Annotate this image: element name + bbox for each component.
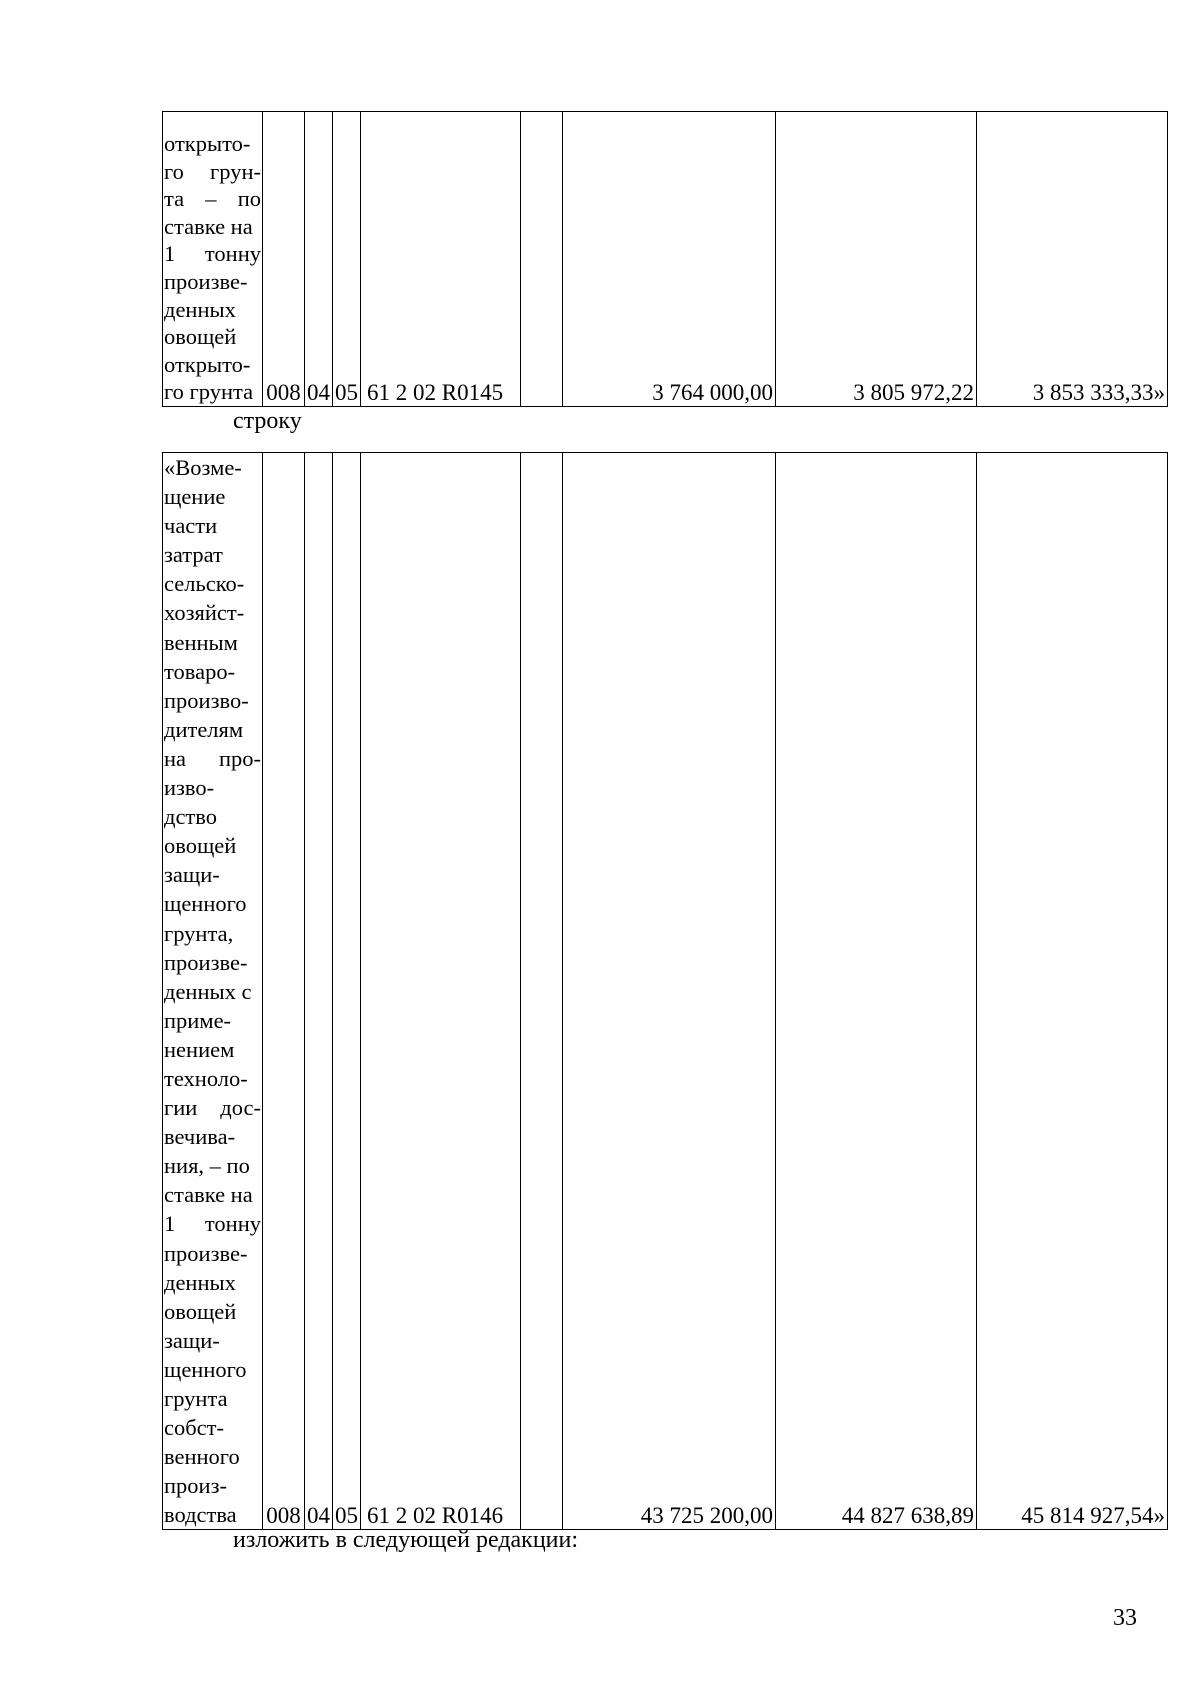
description-line: произ-	[164, 1473, 227, 1499]
table-row	[163, 453, 1168, 1530]
description-line: нением	[164, 1036, 235, 1062]
table-row	[163, 112, 1168, 407]
ministry-code: 008	[263, 112, 305, 407]
target-article-code: 61 2 02 R0146	[361, 453, 521, 1530]
target-article-code: 61 2 02 R0145	[361, 112, 521, 407]
description-line: сельско-	[164, 571, 245, 597]
amount-year-2: 44 827 638,89	[776, 453, 977, 1530]
description-line: ния, – по	[164, 1153, 250, 1179]
budget-table-2	[162, 452, 1168, 1530]
description-line: денных с	[164, 978, 252, 1004]
description-line: ставке на	[164, 213, 253, 239]
description-line: защи-	[164, 862, 220, 888]
description-line: овощей	[164, 833, 237, 859]
description-line: произве-	[164, 1240, 248, 1266]
description-line: произво-	[164, 687, 249, 713]
description-line: 1 тонну	[164, 1211, 261, 1237]
description-line: 1 тонну	[164, 241, 261, 267]
description-line: го грунта	[164, 379, 254, 405]
row-description	[163, 453, 263, 1530]
amount-year-2: 3 805 972,22	[776, 112, 977, 407]
description-line: приме-	[164, 1007, 232, 1033]
description-line: щение	[164, 484, 226, 510]
section-code: 04	[305, 453, 333, 1530]
amount-year-1: 3 764 000,00	[563, 112, 776, 407]
description-line: произве-	[164, 949, 248, 975]
description-line: щенного	[164, 1356, 247, 1382]
description-line: водства	[164, 1502, 237, 1528]
subsection-code: 05	[333, 453, 361, 1530]
description-line: дителям	[164, 716, 244, 742]
description-line: изво-	[164, 775, 215, 801]
amount-year-3: 3 853 333,33»	[977, 112, 1168, 407]
description-line: венного	[164, 1444, 240, 1470]
subsection-code: 05	[333, 112, 361, 407]
description-line: гии дос-	[164, 1095, 261, 1121]
description-line: части	[164, 513, 218, 539]
description-line: денных	[164, 296, 236, 322]
description-line: овощей	[164, 1298, 237, 1324]
description-line: товаро-	[164, 658, 236, 684]
description-line: грунта,	[164, 920, 234, 946]
description-line: защи-	[164, 1327, 220, 1353]
description-line: ставке на	[164, 1182, 253, 1208]
instruction-text-row: строку	[233, 408, 302, 434]
description-line: произве-	[164, 269, 248, 295]
section-code: 04	[305, 112, 333, 407]
amount-year-1: 43 725 200,00	[563, 453, 776, 1530]
description-line: собст-	[164, 1415, 224, 1441]
description-line: открыто-	[164, 351, 251, 377]
description-line: техноло-	[164, 1065, 248, 1091]
page-number: 33	[1113, 1605, 1137, 1631]
description-line: грунта	[164, 1386, 228, 1411]
ministry-code: 008	[263, 453, 305, 1530]
description-line: хозяйст-	[164, 600, 245, 626]
row-description	[163, 112, 263, 407]
description-line: венным	[164, 629, 238, 655]
amount-year-3: 45 814 927,54»	[977, 453, 1168, 1530]
description-line: та – по	[164, 186, 261, 212]
expense-type-code	[521, 453, 563, 1530]
expense-type-code	[521, 112, 563, 407]
description-line: го грун-	[164, 158, 261, 184]
budget-table-1	[162, 111, 1168, 407]
description-line: щенного	[164, 891, 247, 917]
description-line: денных	[164, 1269, 236, 1295]
description-line: затрат	[164, 542, 223, 568]
description-line: открыто-	[164, 131, 251, 157]
description-line: «Возме-	[164, 455, 242, 480]
description-line: на про-	[164, 745, 261, 771]
description-line: дство	[164, 804, 217, 830]
description-line: вечива-	[164, 1124, 236, 1150]
description-line: овощей	[164, 324, 237, 350]
instruction-text-edit: изложить в следующей редакции:	[233, 1527, 579, 1553]
